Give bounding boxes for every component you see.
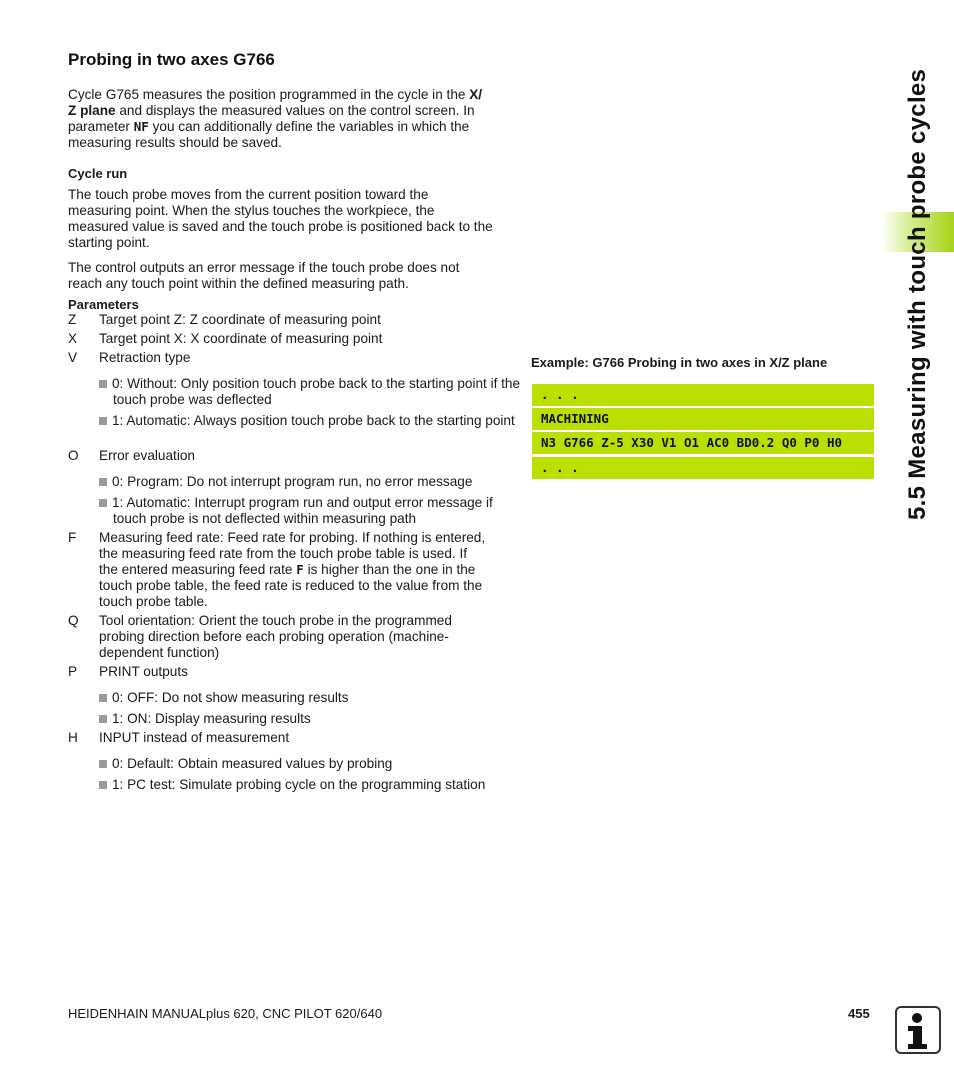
param-p-letter: P — [68, 664, 78, 679]
param-q-text: Tool orientation: Orient the touch probe in the programmed probing direction before each probing operation (machine-dependent function) — [99, 613, 452, 660]
param-o-option-0: 0: Program: Do not interrupt program run, no error message — [99, 474, 523, 490]
param-x-letter: X — [68, 331, 78, 346]
chapter-side-title: 5.5 Measuring with touch probe cycles — [904, 68, 931, 520]
bullet-square-icon — [99, 499, 107, 507]
param-x-text: Target point X: X coordinate of measuring point — [99, 331, 383, 346]
code-line-3: N3 G766 Z-5 X30 V1 O1 AC0 BD0.2 Q0 P0 H0 — [532, 432, 874, 454]
example-title: Example: G766 Probing in two axes in X/Z plane — [531, 355, 828, 370]
cycle-run-paragraph-2: The control outputs an error message if the touch probe does not reach any touch point within the defined measuring path. — [68, 260, 460, 291]
param-o-text: Error evaluation — [99, 448, 195, 463]
param-z-text: Target point Z: Z coordinate of measuring point — [99, 312, 381, 327]
param-f-text: Measuring feed rate: Feed rate for probing. If nothing is entered, the measuring feed rate from the touch probe table is used. If the entered measuring feed rate F is higher than the one in the touch probe table, the feed rate is reduced to the value from the touch probe table. — [99, 530, 486, 609]
param-z-letter: Z — [68, 312, 77, 327]
cycle-run-paragraph-1: The touch probe moves from the current position toward the measuring point. When the stylus touches the workpiece, the measured value is saved and the touch probe is positioned back to the starting point. — [68, 187, 493, 250]
param-p-option-0: 0: OFF: Do not show measuring results — [99, 690, 509, 706]
param-q-letter: Q — [68, 613, 79, 628]
param-f-letter: F — [68, 530, 77, 545]
bullet-square-icon — [99, 380, 107, 388]
param-o-letter: O — [68, 448, 79, 463]
code-line-1: . . . — [532, 384, 874, 406]
bullet-square-icon — [99, 478, 107, 486]
param-h-letter: H — [68, 730, 78, 745]
param-v-text: Retraction type — [99, 350, 191, 365]
param-h-option-0: 0: Default: Obtain measured values by probing — [99, 756, 509, 772]
bullet-square-icon — [99, 715, 107, 723]
code-line-4: . . . — [532, 457, 874, 479]
bullet-square-icon — [99, 781, 107, 789]
param-h-text: INPUT instead of measurement — [99, 730, 290, 745]
param-v-option-1: 1: Automatic: Always position touch probe back to the starting point — [99, 413, 523, 429]
code-line-2: MACHINING — [532, 408, 874, 430]
param-v-letter: V — [68, 350, 78, 365]
page-number: 455 — [848, 1006, 870, 1021]
param-h-option-1: 1: PC test: Simulate probing cycle on the programming station — [99, 777, 509, 793]
footer-text: HEIDENHAIN MANUALplus 620, CNC PILOT 620/640 — [68, 1006, 383, 1021]
cycle-run-heading: Cycle run — [68, 166, 128, 181]
section-heading: Probing in two axes G766 — [68, 50, 275, 69]
bullet-square-icon — [99, 417, 107, 425]
parameters-heading: Parameters — [68, 297, 139, 312]
bullet-square-icon — [99, 694, 107, 702]
param-p-option-1: 1: ON: Display measuring results — [99, 711, 509, 727]
intro-paragraph: Cycle G765 measures the position programmed in the cycle in the X/ Z plane and displays the measured values on the control screen. In parameter NF you can additionally define the variables in which the measuring results should be saved. — [68, 87, 483, 150]
info-icon — [895, 1006, 941, 1054]
param-v-option-0: 0: Without: Only position touch probe back to the starting point if the touch probe was deflected — [99, 376, 523, 408]
bullet-square-icon — [99, 760, 107, 768]
param-p-text: PRINT outputs — [99, 664, 188, 679]
param-o-option-1: 1: Automatic: Interrupt program run and output error message if touch probe is not deflected within measuring path — [99, 495, 523, 527]
